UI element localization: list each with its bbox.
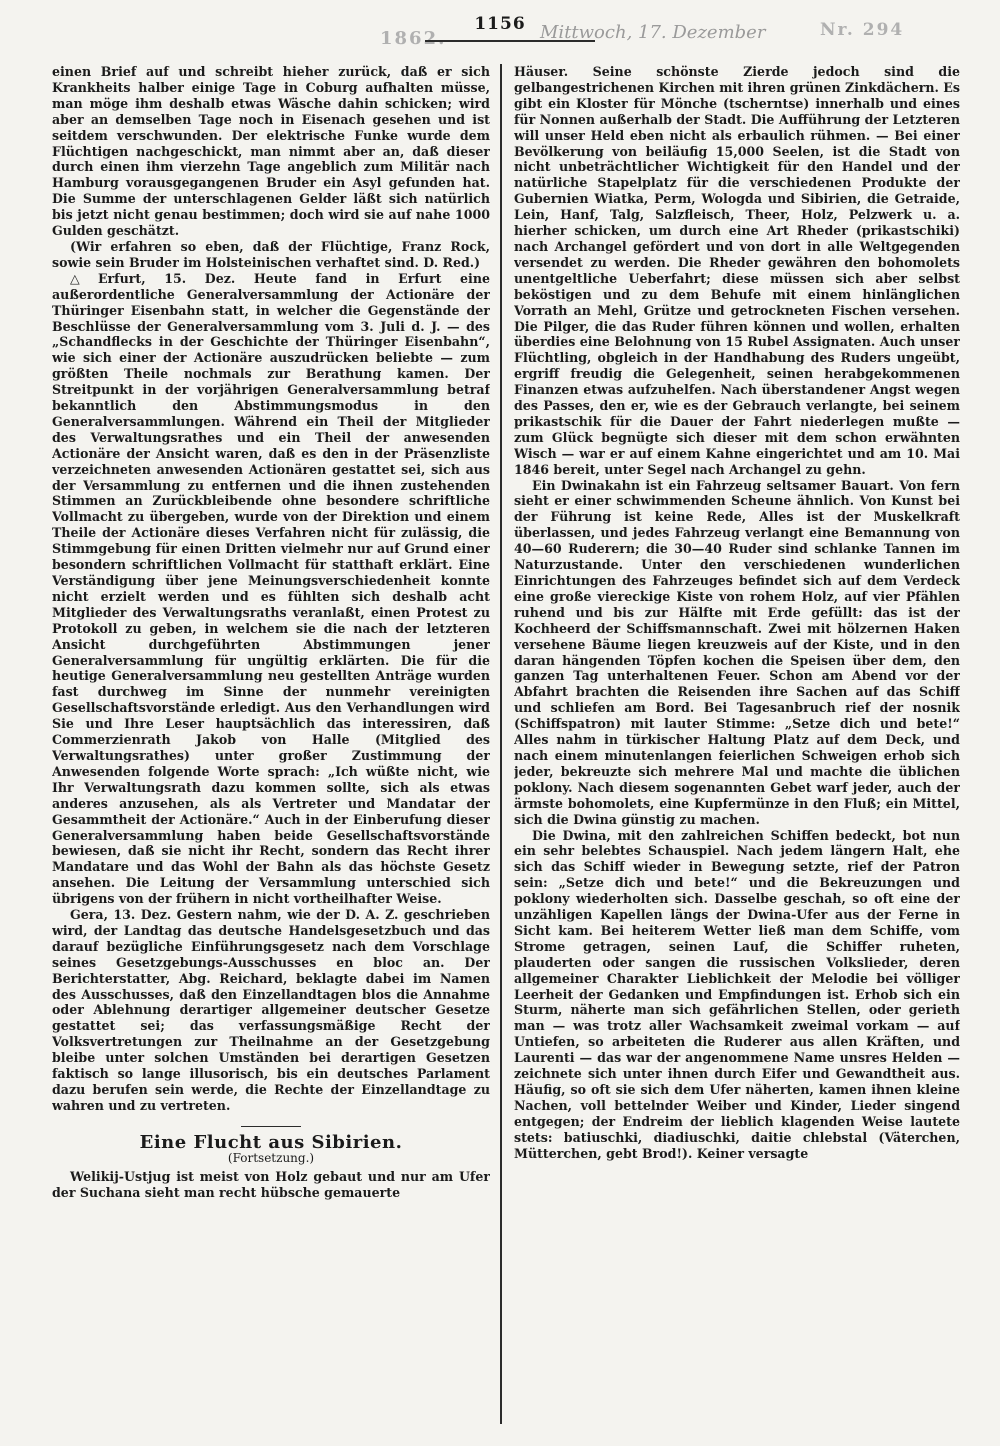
article-paragraph: Ein Dwinakahn ist ein Fahrzeug seltsamer Bauart. Von fern sieht er einer schwimmenden Scheune ähnlich. Von Kunst bei der Führung ist keine Rede, Alles ist der Muskelkraft überlassen, und jedes Fahrzeug verlangt eine Bemannung von 40—60 Ruderern; die 30—40 Ruder sind schlanke Tannen im Naturzustande. Unter den verschiedenen wunderlichen Einrichtungen des Fahrzeuges befindet sich auf dem Verdeck eine große viereckige Kiste von rohem Holz, auf vier Pfählen ruhend und bis zur Hälfte mit Erde gefüllt: das ist der Kochheerd der Schiffsmannschaft. Zwei mit hölzernen Haken versehene Bäume liegen kreuzweis auf der Kiste, und in den daran hängenden Töpfen kochen die Speisen über dem, den ganzen Tag unterhaltenen Feuer. Schon am Abend vor der Abfahrt brachten die Reisenden ihre Sachen auf das Schiff und schliefen am Bord. Bei Tagesanbruch rief der nosnik (Schiffspatron) mit lauter Stimme: „Setze dich und bete!“ Alles nahm in türkischer Haltung Platz auf dem Deck, und nach einem minutenlangen feierlichen Schweigen erhob sich jeder, bekreuzte sich mehrere Mal und machte die üblichen poklony. Nach diesem sogenannten Gebet warf jeder, auch der ärmste bohomolets, eine Kupfermünze in den Fluß; ein Mittel, sich die Dwina günstig zu machen. <box>514 477 960 827</box>
header-issue-number: Nr. 294 <box>820 20 905 40</box>
section-divider <box>241 1126 301 1127</box>
article-erfurt <box>52 271 490 907</box>
page-number: 1156 <box>474 14 526 34</box>
dateline-place: Gera, <box>70 907 108 923</box>
left-column <box>52 64 490 1434</box>
page-header <box>0 0 1000 62</box>
article-paragraph: Häuser. Seine schönste Zierde jedoch sind die gelbangestrichenen Kirchen mit ihren grünen Zinkdächern. Es gibt ein Kloster für Mönche (tscherntse) innerhalb und eines für Nonnen außerhalb der Stadt. Die Aufführung der Letzteren will unser Held eben nicht als erbaulich rühmen. — Bei einer Bevölkerung von beiläufig 15,000 Seelen, ist die Stadt von nicht unbeträchtlicher Wichtigkeit für den Handel und der natürliche Stapelplatz für die verschiedenen Produkte der Gubernien Wiatka, Perm, Wologda und Sibirien, die Getraide, Lein, Hanf, Talg, Salzfleisch, Theer, Holz, Pelzwerk u. a. hierher schicken, um durch eine Art Rheder (prikastschiki) nach Archangel gefördert und von dort in alle Weltgegenden versendet zu werden. Die Rheder gewähren den bohomolets unentgeltliche Ueberfahrt; diese müssen sich aber selbst beköstigen und zu dem Behufe mit einem hinlänglichen Vorrath an Mehl, Grütze und getrockneten Fischen versehen. Die Pilger, die das Ruder führen können und wollen, erhalten überdies eine Belohnung von 15 Rubel Assignaten. Auch unser Flüchtling, obgleich in der Handhabung des Ruders ungeübt, ergriff freudig die Gelegenheit, seinen herabgekommenen Finanzen etwas aufzuhelfen. Nach überstandener Angst wegen des Passes, den er, wie es der Gebrauch verlangte, bei seinem prikastschik für die Dauer der Fahrt niederlegen mußte — zum Glück begnügte sich dieser mit dem schon erwähnten Wisch — war er auf einem Kahne eingerichtet und am 10. Mai 1846 bereit, unter Segel nach Archangel zu gehn. <box>514 64 960 477</box>
header-year: 1862. <box>380 28 447 49</box>
article-gera <box>52 907 490 1114</box>
editorial-note: (Wir erfahren so eben, daß der Flüchtige, Franz Rock, sowie sein Bruder im Holsteinischen verhaftet sind. D. Red.) <box>52 238 490 270</box>
column-divider <box>500 64 502 1424</box>
triangle-icon: △ <box>70 270 94 286</box>
right-column <box>514 64 960 1434</box>
section-subtitle: (Fortsetzung.) <box>227 1150 315 1165</box>
section-title: Eine Flucht aus Sibirien. <box>139 1131 403 1153</box>
article-text: 15. Dez. Heute fand in Erfurt eine außerordentliche Generalversammlung der Actionäre der Thüringer Eisenbahn statt, in welcher die Gegenstände der Beschlüsse der Generalversammlung vom 3. Juli d. J. — des „Schandflecks in der Geschichte der Thüringer Eisenbahn“, wie sich einer der Actionäre auszudrücken beliebte — zum größten Theile nochmals zur Berathung kamen. Der Streitpunkt in der vorjährigen Generalversammlung betraf bekanntlich den Abstimmungsmodus in den Generalversammlungen. Während ein Theil der Mitglieder des Verwaltungsrathes und ein Theil der anwesenden Actionäre der Ansicht waren, daß es den in der Präsenzliste verzeichneten anwesenden Actionären gestattet sei, sich aus der Versammlung zu entfernen und die ihnen zustehenden Stimmen an Zurückbleibende ohne besondere schriftliche Vollmacht zu übergeben, wurde von der Direktion und einem Theile der Actionäre dieses Verfahren nicht für zulässig, die Stimmgebung für einen Dritten vielmehr nur auf Grund einer besondern schriftlichen Vollmacht für statthaft erklärt. Eine Verständigung über jene Meinungsverschiedenheit konnte nicht erzielt werden und es fühlten sich deshalb acht Mitglieder des Verwaltungsraths veranlaßt, einen Protest zu Protokoll zu geben, in welchem sie die nach der letzteren Ansicht durchgeführten Abstimmungen jener Generalversammlung für ungültig erklärten. Die für die heutige Generalversammlung neu gestellten Anträge wurden fast durchweg im Sinne der nunmehr vereinigten Gesellschaftsvorstände erledigt. Aus den Verhandlungen wird Sie und Ihre Leser hauptsächlich das interessiren, daß Commerzienrath Jakob von Halle (Mitglied des Verwaltungsrathes) unter großer Zustimmung der Anwesenden folgende Worte sprach: „Ich wüßte nicht, wie Ihr Verwaltungsrath dazu kommen sollte, sich als etwas anderes anzusehen, als als Vertreter und Mandatar der Gesammtheit der Actionäre.“ Auch in der Einberufung dieser Generalversammlung haben beide Gesellschaftsvorstände bewiesen, daß sie nicht ihr Recht, sondern das Recht ihrer Mandatare und das Wohl der Bahn als das höchste Gesetz ansehen. Die Leitung der Versammlung unterschied sich übrigens von der frühern in nicht vortheilhafter Weise. <box>52 270 490 907</box>
article-paragraph: einen Brief auf und schreibt hieher zurück, daß er sich Krankheits halber einige Tage in Coburg aufhalten müsse, man möge ihm deshalb etwas Wäsche dahin schicken; wird aber an demselben Tage noch in Eisenach gesehen und ist seitdem verschwunden. Der elektrische Funke wurde dem Flüchtigen nachgeschickt, man nimmt aber an, daß dieser durch einen ihm vierzehn Tage angeblich zum Militär nach Hamburg vorausgegangenen Bruder ein Asyl gefunden hat. Die Summe der unterschlagenen Gelder läßt sich natürlich bis jetzt nicht genau bestimmen; doch wird sie auf nahe 1000 Gulden geschätzt. <box>52 64 490 239</box>
dateline-place: Erfurt, <box>97 270 146 286</box>
article-paragraph: Die Dwina, mit den zahlreichen Schiffen bedeckt, bot nun ein sehr belebtes Schauspiel. Nach jedem längern Halt, ehe sich das Schiff wieder in Bewegung setzte, rief der Patron sein: „Setze dich und bete!“ und die Bekreuzungen und poklony wiederholten sich. Dasselbe geschah, so oft eine der unzähligen Kapellen längs der Dwina-Ufer aus der Ferne in Sicht kam. Bei heiterem Wetter ließ man dem Schiffe, vom Strome getragen, seinen Lauf, die Schiffer ruheten, plauderten oder sangen die russischen Volkslieder, deren allgemeiner Charakter Lieblichkeit der Melodie bei völliger Leerheit der Gedanken und Empfindungen ist. Erhob sich ein Sturm, näherte man sich gefährlichen Stellen, oder gerieth man — was trotz aller Wachsamkeit zweimal vorkam — auf Untiefen, so arbeiteten die Ruderer aus allen Kräften, und Laurenti — das war der angenommene Name unsres Helden — zeichnete sich unter ihnen durch Eifer und Gewandtheit aus. Häufig, so oft sie sich dem Ufer näherten, kamen ihnen kleine Nachen, voll bettelnder Weiber und Kinder, Lieder singend entgegen; der Endreim der lieblich klagenden Weise lautete stets: batiuschki, diadiuschki, daitie chlebstal (Väterchen, Mütterchen, gebt Brod!). Keiner versagte <box>514 827 960 1161</box>
article-text: 13. Dez. Gestern nahm, wie der D. A. Z. geschrieben wird, der Landtag das deutsche Handelsgesetzbuch und das darauf bezügliche Einführungsgesetz nach dem Vorschlage seines Gesetzgebungs-Ausschusses en bloc an. Der Berichterstatter, Abg. Reichard, beklagte dabei im Namen des Ausschusses, daß den Einzellandtagen blos die Annahme oder Ablehnung derartiger allgemeiner deutscher Gesetze gestattet sei; das verfassungsmäßige Recht der Volksvertretungen zur Theilnahme an der Gesetzgebung bleibe unter solchen Umständen bei derartigen Gesetzen faktisch so lange illusorisch, bis ein deutsches Parlament dazu berufen sein werde, die Rechte der Einzellandtage zu wahren und zu vertreten. <box>52 907 490 1113</box>
article-paragraph: Welikij-Ustjug ist meist von Holz gebaut und nur am Ufer der Suchana sieht man recht hübsche gemauerte <box>52 1168 490 1200</box>
header-date: Mittwoch, 17. Dezember <box>540 22 766 43</box>
